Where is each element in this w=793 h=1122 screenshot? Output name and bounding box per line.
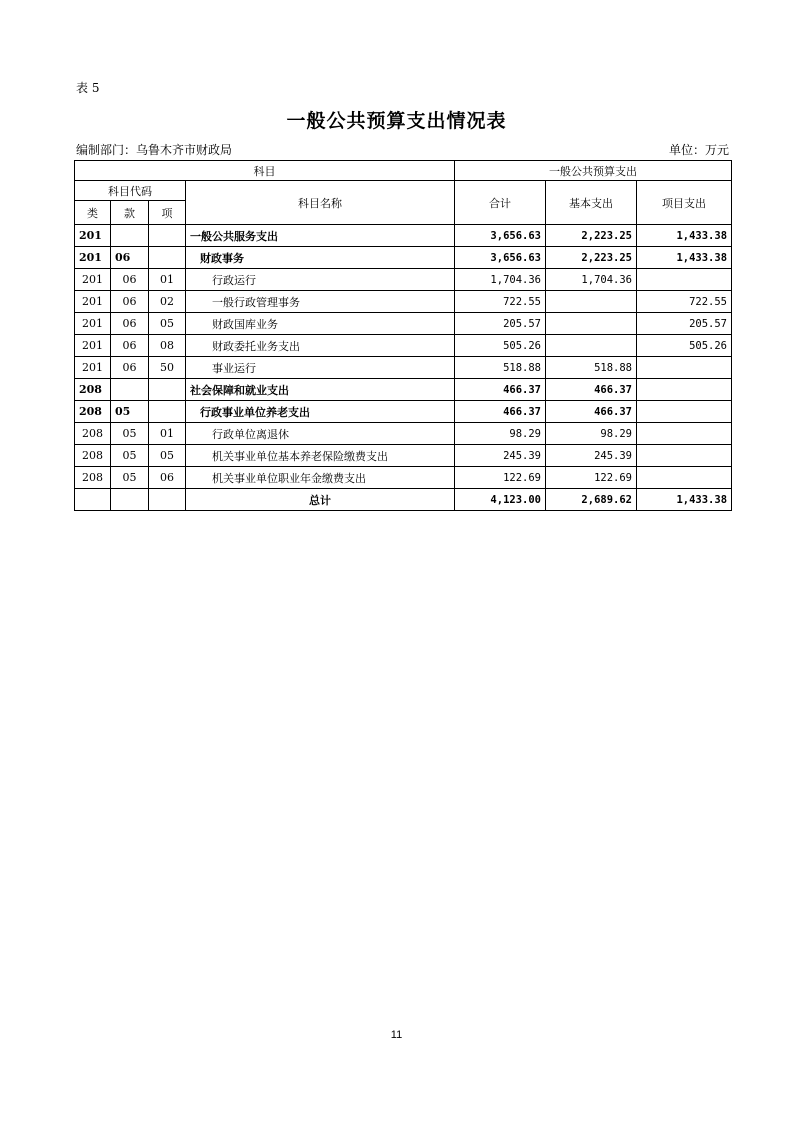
table-row — [75, 379, 732, 401]
cell-total: 245.39 — [455, 445, 546, 467]
cell-xiang — [149, 489, 186, 511]
cell-basic: 2,689.62 — [546, 489, 637, 511]
document-title: 一般公共预算支出情况表 — [286, 110, 507, 132]
cell-project — [637, 269, 732, 291]
cell-basic: 2,223.25 — [546, 225, 637, 247]
table-row — [75, 247, 732, 269]
cell-name: 行政单位离退休 — [186, 423, 455, 445]
cell-kuan: 05 — [111, 401, 149, 423]
cell-project — [637, 357, 732, 379]
cell-lei: 208 — [75, 423, 111, 445]
cell-kuan — [111, 489, 149, 511]
cell-kuan: 06 — [111, 335, 149, 357]
cell-total: 3,656.63 — [455, 225, 546, 247]
cell-lei: 201 — [75, 291, 111, 313]
cell-kuan — [111, 225, 149, 247]
cell-project: 505.26 — [637, 335, 732, 357]
cell-kuan: 05 — [111, 445, 149, 467]
cell-name: 一般公共服务支出 — [186, 225, 455, 247]
cell-total: 1,704.36 — [455, 269, 546, 291]
cell-kuan: 06 — [111, 269, 149, 291]
cell-xiang — [149, 401, 186, 423]
cell-project: 1,433.38 — [637, 225, 732, 247]
cell-lei: 201 — [75, 225, 111, 247]
cell-name: 财政委托业务支出 — [186, 335, 455, 357]
cell-name: 机关事业单位职业年金缴费支出 — [186, 467, 455, 489]
cell-basic: 245.39 — [546, 445, 637, 467]
cell-total: 722.55 — [455, 291, 546, 313]
cell-name: 事业运行 — [186, 357, 455, 379]
cell-lei: 201 — [75, 313, 111, 335]
cell-lei: 208 — [75, 401, 111, 423]
cell-xiang: 01 — [149, 423, 186, 445]
cell-basic: 98.29 — [546, 423, 637, 445]
cell-basic: 466.37 — [546, 379, 637, 401]
header-xiang: 项 — [149, 201, 186, 225]
table-row — [75, 291, 732, 313]
department-label: 编制部门：乌鲁木齐市财政局 — [76, 143, 233, 157]
cell-project — [637, 379, 732, 401]
header-total: 合计 — [455, 181, 546, 225]
cell-name: 社会保障和就业支出 — [186, 379, 455, 401]
cell-total: 4,123.00 — [455, 489, 546, 511]
total-row — [75, 489, 732, 511]
cell-project: 1,433.38 — [637, 247, 732, 269]
cell-lei — [75, 489, 111, 511]
cell-kuan: 05 — [111, 423, 149, 445]
cell-basic — [546, 291, 637, 313]
cell-kuan: 06 — [111, 357, 149, 379]
budget-expenditure-table — [74, 160, 732, 511]
table-row — [75, 467, 732, 489]
cell-total: 518.88 — [455, 357, 546, 379]
cell-project: 205.57 — [637, 313, 732, 335]
cell-kuan — [111, 379, 149, 401]
cell-basic: 466.37 — [546, 401, 637, 423]
unit-label: 单位：万元 — [668, 143, 729, 157]
cell-lei: 201 — [75, 357, 111, 379]
page-number: 11 — [390, 1029, 403, 1041]
cell-basic — [546, 313, 637, 335]
table-row — [75, 335, 732, 357]
cell-project — [637, 445, 732, 467]
table-row — [75, 445, 732, 467]
cell-lei: 208 — [75, 445, 111, 467]
cell-project — [637, 467, 732, 489]
header-name: 科目名称 — [186, 181, 455, 225]
header-budget-group: 一般公共预算支出 — [455, 161, 732, 181]
header-kuan: 款 — [111, 201, 149, 225]
cell-basic — [546, 335, 637, 357]
cell-total: 505.26 — [455, 335, 546, 357]
header-code: 科目代码 — [75, 181, 186, 201]
cell-total: 466.37 — [455, 401, 546, 423]
cell-name: 财政事务 — [186, 247, 455, 269]
cell-kuan: 06 — [111, 313, 149, 335]
cell-xiang: 06 — [149, 467, 186, 489]
cell-kuan: 06 — [111, 291, 149, 313]
cell-xiang: 05 — [149, 445, 186, 467]
cell-project: 722.55 — [637, 291, 732, 313]
cell-lei: 208 — [75, 379, 111, 401]
table-row — [75, 401, 732, 423]
table-row — [75, 357, 732, 379]
cell-xiang — [149, 379, 186, 401]
cell-xiang: 50 — [149, 357, 186, 379]
header-project: 项目支出 — [637, 181, 732, 225]
header-basic: 基本支出 — [546, 181, 637, 225]
cell-total: 205.57 — [455, 313, 546, 335]
table-row — [75, 423, 732, 445]
cell-project — [637, 401, 732, 423]
cell-total: 122.69 — [455, 467, 546, 489]
cell-total: 466.37 — [455, 379, 546, 401]
cell-xiang: 01 — [149, 269, 186, 291]
cell-xiang — [149, 247, 186, 269]
header-lei: 类 — [75, 201, 111, 225]
table-row — [75, 269, 732, 291]
cell-name: 行政事业单位养老支出 — [186, 401, 455, 423]
cell-kuan: 06 — [111, 247, 149, 269]
cell-name: 一般行政管理事务 — [186, 291, 455, 313]
cell-name: 行政运行 — [186, 269, 455, 291]
cell-lei: 201 — [75, 247, 111, 269]
cell-total: 98.29 — [455, 423, 546, 445]
cell-basic: 518.88 — [546, 357, 637, 379]
cell-lei: 201 — [75, 269, 111, 291]
cell-xiang: 08 — [149, 335, 186, 357]
cell-basic: 1,704.36 — [546, 269, 637, 291]
cell-kuan: 05 — [111, 467, 149, 489]
cell-project — [637, 423, 732, 445]
cell-name: 机关事业单位基本养老保险缴费支出 — [186, 445, 455, 467]
cell-lei: 201 — [75, 335, 111, 357]
cell-xiang — [149, 225, 186, 247]
cell-xiang: 02 — [149, 291, 186, 313]
cell-basic: 2,223.25 — [546, 247, 637, 269]
table-row — [75, 313, 732, 335]
cell-basic: 122.69 — [546, 467, 637, 489]
table-row — [75, 225, 732, 247]
cell-project: 1,433.38 — [637, 489, 732, 511]
cell-xiang: 05 — [149, 313, 186, 335]
cell-total-label: 总计 — [186, 489, 455, 511]
cell-name: 财政国库业务 — [186, 313, 455, 335]
cell-total: 3,656.63 — [455, 247, 546, 269]
cell-lei: 208 — [75, 467, 111, 489]
table-label: 表 5 — [76, 81, 100, 95]
header-subject: 科目 — [75, 161, 455, 181]
